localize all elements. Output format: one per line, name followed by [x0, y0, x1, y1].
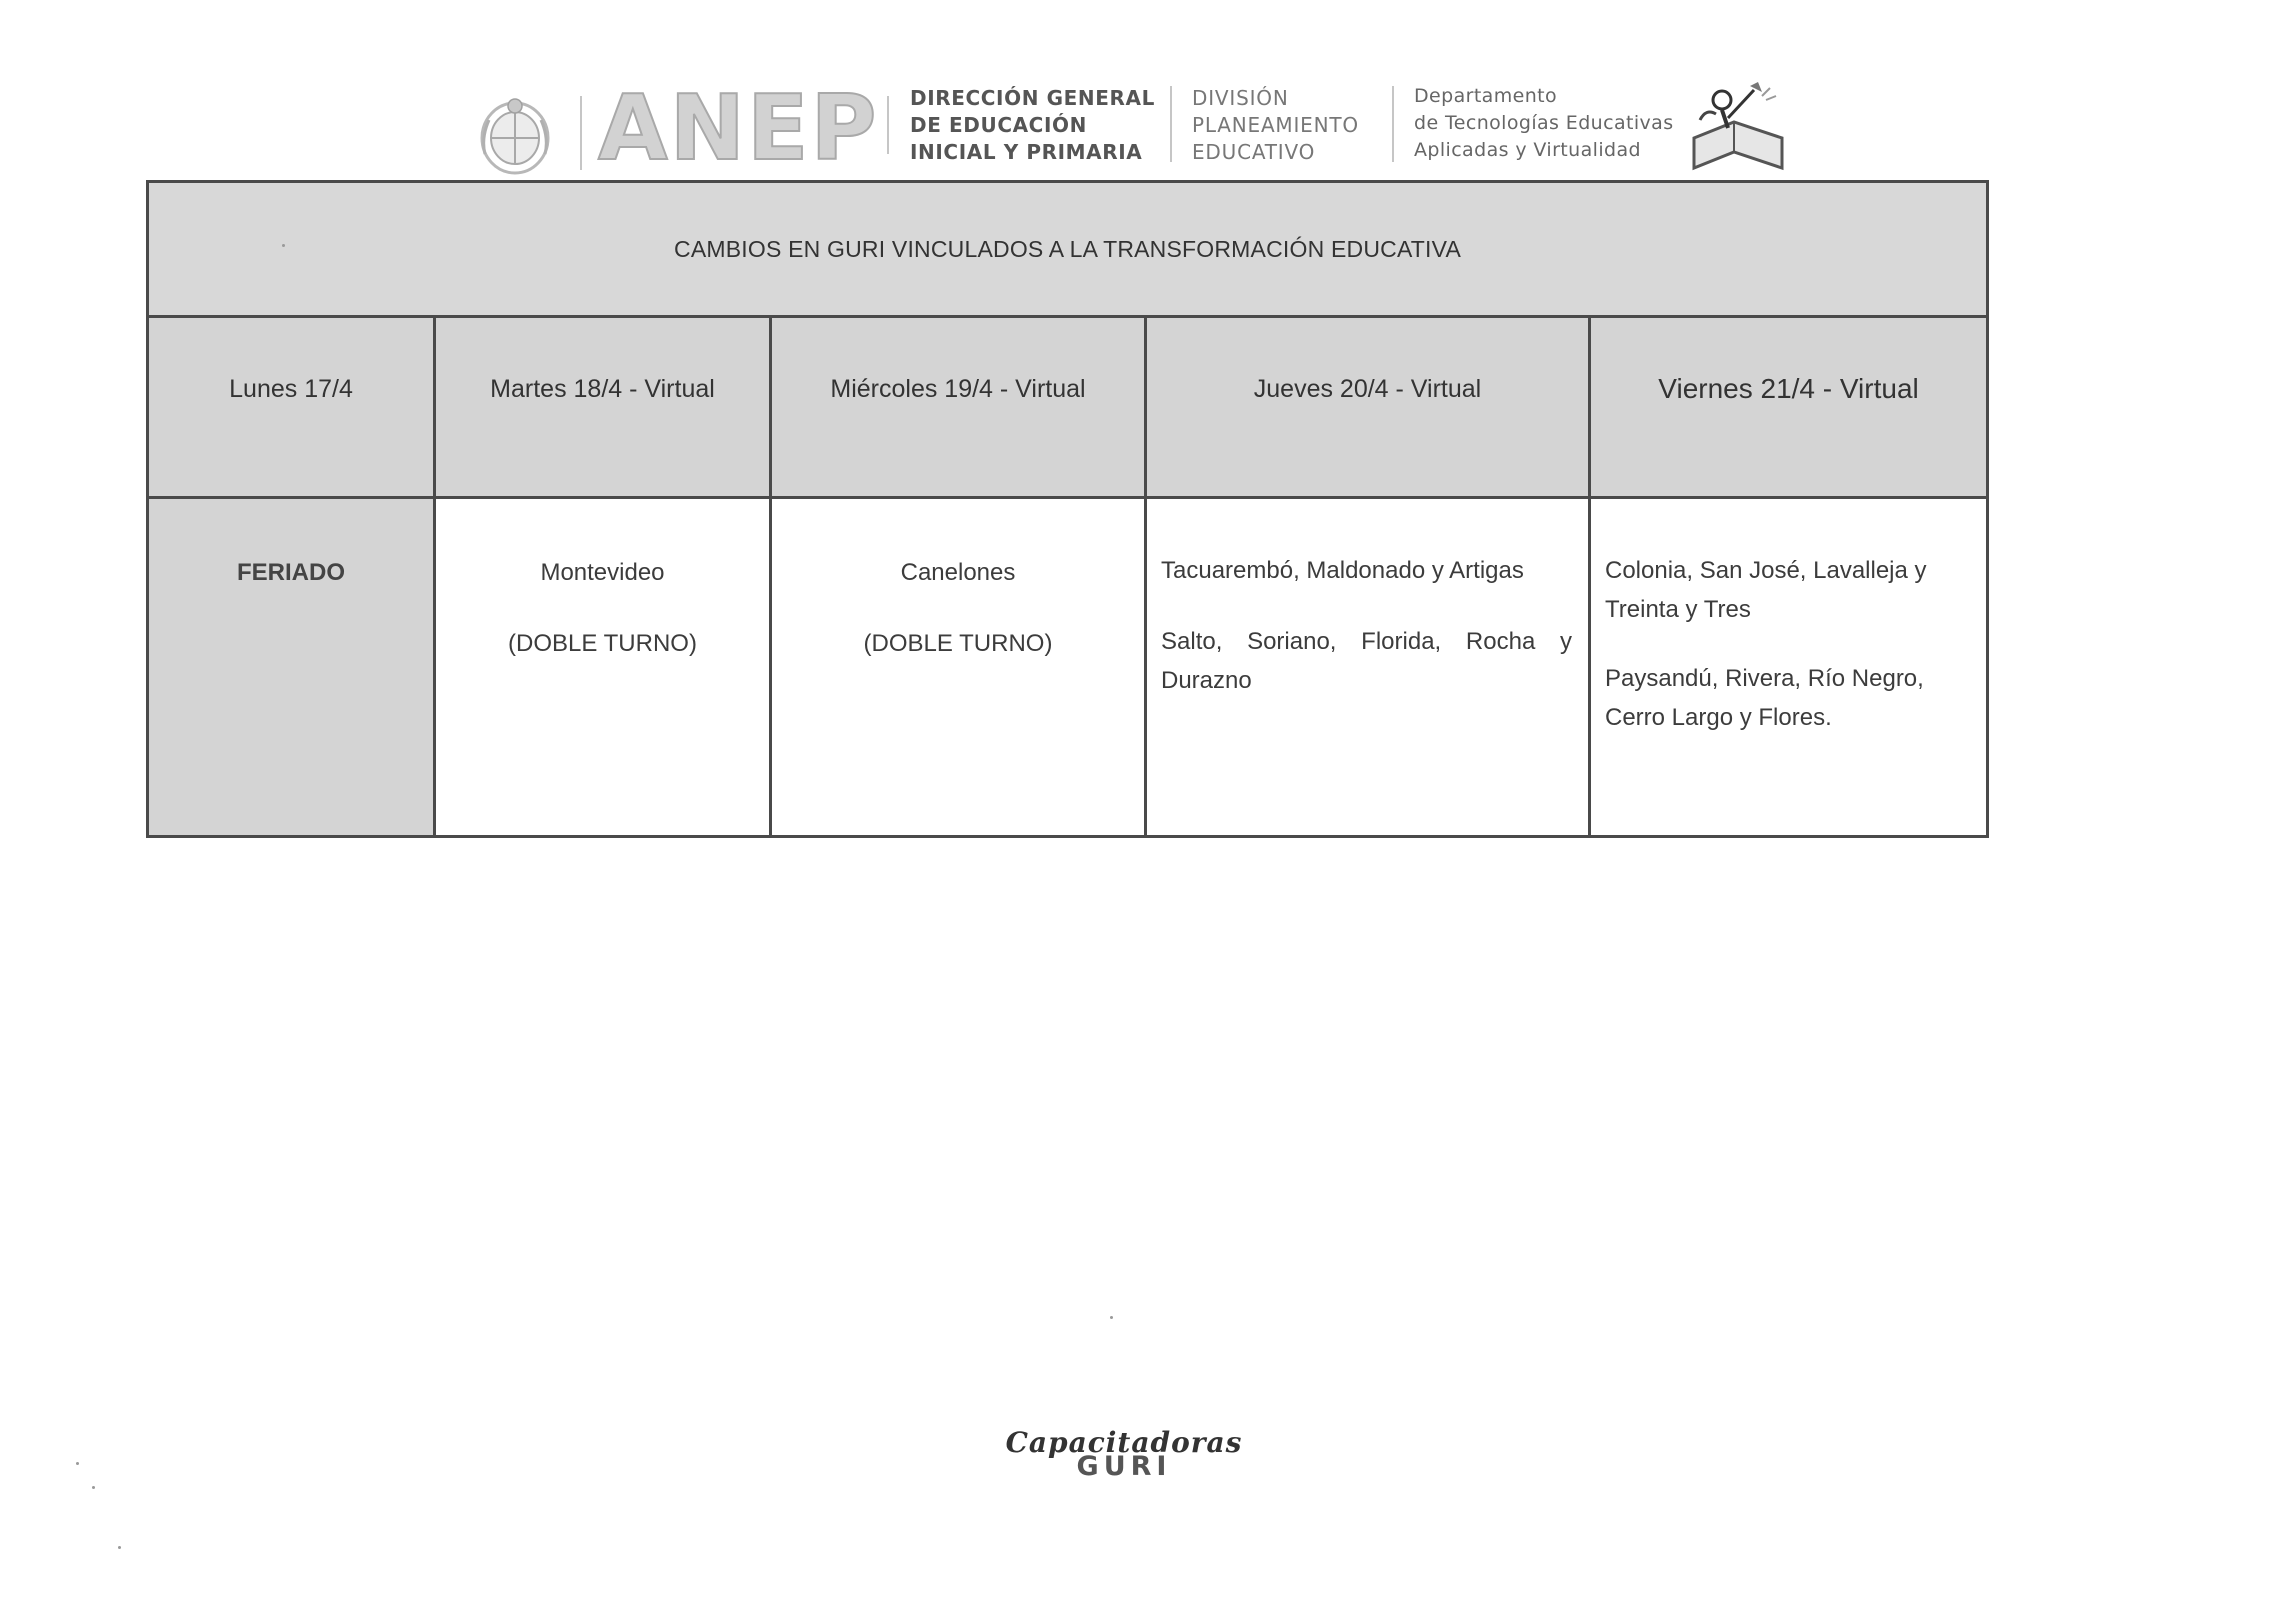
logo-guri-text: GURI [1076, 1451, 1172, 1482]
scan-speck [282, 244, 285, 247]
shift-note: (DOBLE TURNO) [863, 630, 1053, 657]
day-header-thursday [1146, 317, 1590, 498]
header-divider [1392, 86, 1394, 162]
anep-header [470, 76, 1790, 181]
scan-speck [76, 1462, 79, 1465]
dgeip-name [910, 85, 1155, 166]
day-label: Jueves 20/4 - Virtual [1253, 374, 1482, 403]
department-line: de Tecnologías Educativas [1414, 112, 1674, 134]
department-emblem-icon [1688, 78, 1788, 174]
day-label: Martes 18/4 - Virtual [490, 374, 715, 403]
scan-speck [92, 1486, 95, 1489]
day-label: Miércoles 19/4 - Virtual [830, 374, 1086, 403]
department-line: Aplicadas y Virtualidad [1414, 139, 1641, 161]
day-header-tuesday [435, 317, 771, 498]
department-list: Canelones [900, 559, 1016, 586]
monday-cell [148, 498, 435, 837]
days-header-row [148, 317, 1988, 498]
division-name [1192, 85, 1359, 166]
department-list: Colonia, San José, Lavalleja y Treinta y Tres [1605, 557, 1927, 623]
title-row [148, 182, 1988, 317]
header-divider [887, 96, 889, 154]
department-list: Tacuarembó, Maldonado y Artigas [1161, 557, 1524, 584]
thursday-cell [1146, 498, 1590, 837]
national-seal-icon [477, 94, 553, 176]
department-list: Montevideo [540, 559, 665, 586]
day-header-monday [148, 317, 435, 498]
dgeip-line: DE EDUCACIÓN [910, 113, 1087, 137]
table-title: CAMBIOS EN GURI VINCULADOS A LA TRANSFORMACIÓN EDUCATIVA [148, 182, 1988, 317]
department-list: Salto, Soriano, Florida, Rocha y Durazno [1161, 628, 1572, 694]
holiday-label: FERIADO [237, 559, 345, 586]
day-label: Viernes 21/4 - Virtual [1658, 373, 1919, 404]
logo-script-text: Capacitadoras [1005, 1426, 1243, 1459]
wednesday-cell [771, 498, 1146, 837]
shift-note: (DOBLE TURNO) [508, 630, 697, 657]
division-line: DIVISIÓN [1192, 86, 1289, 110]
scan-speck [1110, 1316, 1113, 1319]
anep-logo-text: ANEP [598, 76, 879, 181]
division-line: EDUCATIVO [1192, 140, 1316, 164]
header-divider [1170, 86, 1172, 162]
dgeip-line: INICIAL Y PRIMARIA [910, 140, 1143, 164]
tuesday-cell [435, 498, 771, 837]
day-header-friday [1590, 317, 1988, 498]
header-divider [580, 96, 582, 170]
dgeip-line: DIRECCIÓN GENERAL [910, 86, 1155, 110]
schedule-table [146, 180, 1989, 838]
day-label: Lunes 17/4 [229, 374, 353, 403]
schedule-row [148, 498, 1988, 837]
department-list: Paysandú, Rivera, Río Negro, Cerro Largo y Flores. [1605, 665, 1924, 731]
day-header-wednesday [771, 317, 1146, 498]
department-line: Departamento [1414, 85, 1558, 107]
division-line: PLANEAMIENTO [1192, 113, 1359, 137]
department-name [1414, 83, 1674, 164]
capacitadoras-guri-logo [996, 1428, 1252, 1508]
friday-cell [1590, 498, 1988, 837]
scan-speck [118, 1546, 121, 1549]
